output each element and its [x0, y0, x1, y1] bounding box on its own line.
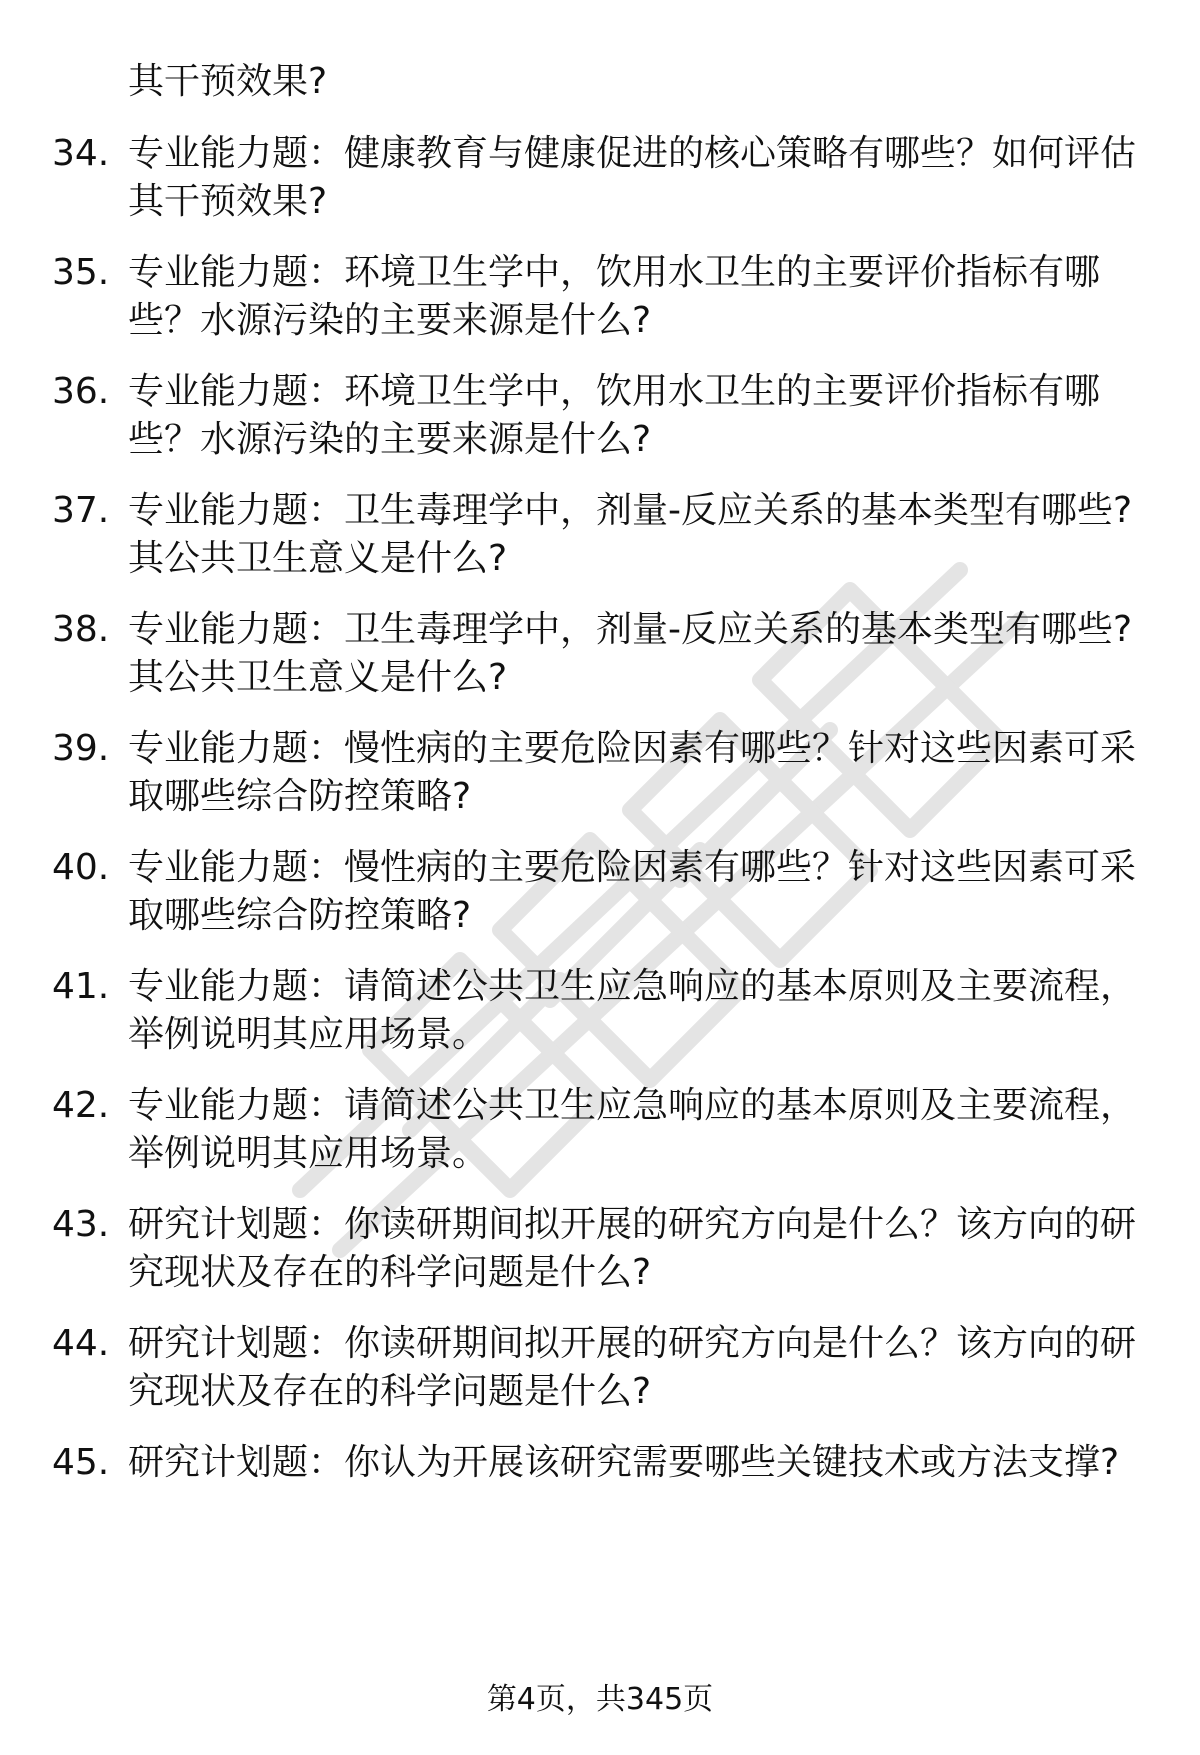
- question-number: 37.: [52, 490, 110, 531]
- question-text: [128, 249, 1178, 345]
- question-line: 取哪些综合防控策略?: [128, 895, 472, 936]
- question-item: [0, 1320, 1200, 1430]
- question-line: 其公共卫生意义是什么?: [128, 538, 508, 579]
- question-line: 研究计划题：你读研期间拟开展的研究方向是什么？该方向的研: [128, 1204, 1137, 1245]
- question-number: 39.: [52, 728, 110, 769]
- question-item: [0, 963, 1200, 1073]
- question-number: 38.: [52, 609, 110, 650]
- question-line: 专业能力题：慢性病的主要危险因素有哪些？针对这些因素可采: [128, 728, 1137, 769]
- question-item: [0, 130, 1200, 240]
- question-line: 专业能力题：请简述公共卫生应急响应的基本原则及主要流程，: [128, 1085, 1137, 1126]
- question-line: 研究计划题：你读研期间拟开展的研究方向是什么？该方向的研: [128, 1323, 1137, 1364]
- question-number: 43.: [52, 1204, 110, 1245]
- question-text: [128, 1439, 1178, 1487]
- question-number: 42.: [52, 1085, 110, 1126]
- question-number: 41.: [52, 966, 110, 1007]
- question-text: [128, 1320, 1178, 1416]
- question-line: 究现状及存在的科学问题是什么?: [128, 1252, 652, 1293]
- question-item: [0, 368, 1200, 478]
- question-line: 究现状及存在的科学问题是什么?: [128, 1371, 652, 1412]
- question-number: 34.: [52, 133, 110, 174]
- question-number: 35.: [52, 252, 110, 293]
- question-line: 专业能力题：请简述公共卫生应急响应的基本原则及主要流程，: [128, 966, 1137, 1007]
- question-line: 些？水源污染的主要来源是什么?: [128, 419, 652, 460]
- question-item: [0, 844, 1200, 954]
- question-number: 45.: [52, 1442, 110, 1483]
- question-text: [128, 1082, 1178, 1178]
- page-footer: 第4页，共345页: [486, 1682, 714, 1717]
- question-item: [0, 1082, 1200, 1192]
- question-number: 36.: [52, 371, 110, 412]
- question-line: 举例说明其应用场景。: [128, 1133, 489, 1174]
- question-number: 44.: [52, 1323, 110, 1364]
- question-line: 其干预效果?: [128, 181, 328, 222]
- question-text: [128, 963, 1178, 1059]
- question-line: 专业能力题：慢性病的主要危险因素有哪些？针对这些因素可采: [128, 847, 1137, 888]
- question-text: [128, 368, 1178, 464]
- question-line: 专业能力题：环境卫生学中，饮用水卫生的主要评价指标有哪: [128, 371, 1101, 412]
- question-line: 专业能力题：卫生毒理学中，剂量-反应关系的基本类型有哪些?: [128, 609, 1133, 650]
- question-line: 举例说明其应用场景。: [128, 1014, 489, 1055]
- question-text: [128, 725, 1178, 821]
- question-line: 研究计划题：你认为开展该研究需要哪些关键技术或方法支撑?: [128, 1442, 1120, 1483]
- continuation-text: 其干预效果?: [128, 61, 328, 102]
- question-text: [128, 130, 1178, 226]
- question-line: 专业能力题：健康教育与健康促进的核心策略有哪些？如何评估: [128, 133, 1137, 174]
- question-line: 其公共卫生意义是什么?: [128, 657, 508, 698]
- question-text: [128, 1201, 1178, 1297]
- question-number: 40.: [52, 847, 110, 888]
- question-item: [0, 1439, 1200, 1549]
- question-line: 些？水源污染的主要来源是什么?: [128, 300, 652, 341]
- question-text: [128, 487, 1178, 583]
- question-item: [0, 249, 1200, 359]
- question-item: [0, 487, 1200, 597]
- question-item: [0, 1201, 1200, 1311]
- question-line: 专业能力题：环境卫生学中，饮用水卫生的主要评价指标有哪: [128, 252, 1101, 293]
- question-line: 取哪些综合防控策略?: [128, 776, 472, 817]
- question-line: 专业能力题：卫生毒理学中，剂量-反应关系的基本类型有哪些?: [128, 490, 1133, 531]
- question-text: [128, 844, 1178, 940]
- question-item: [0, 606, 1200, 716]
- question-text: [128, 606, 1178, 702]
- question-item: [0, 725, 1200, 835]
